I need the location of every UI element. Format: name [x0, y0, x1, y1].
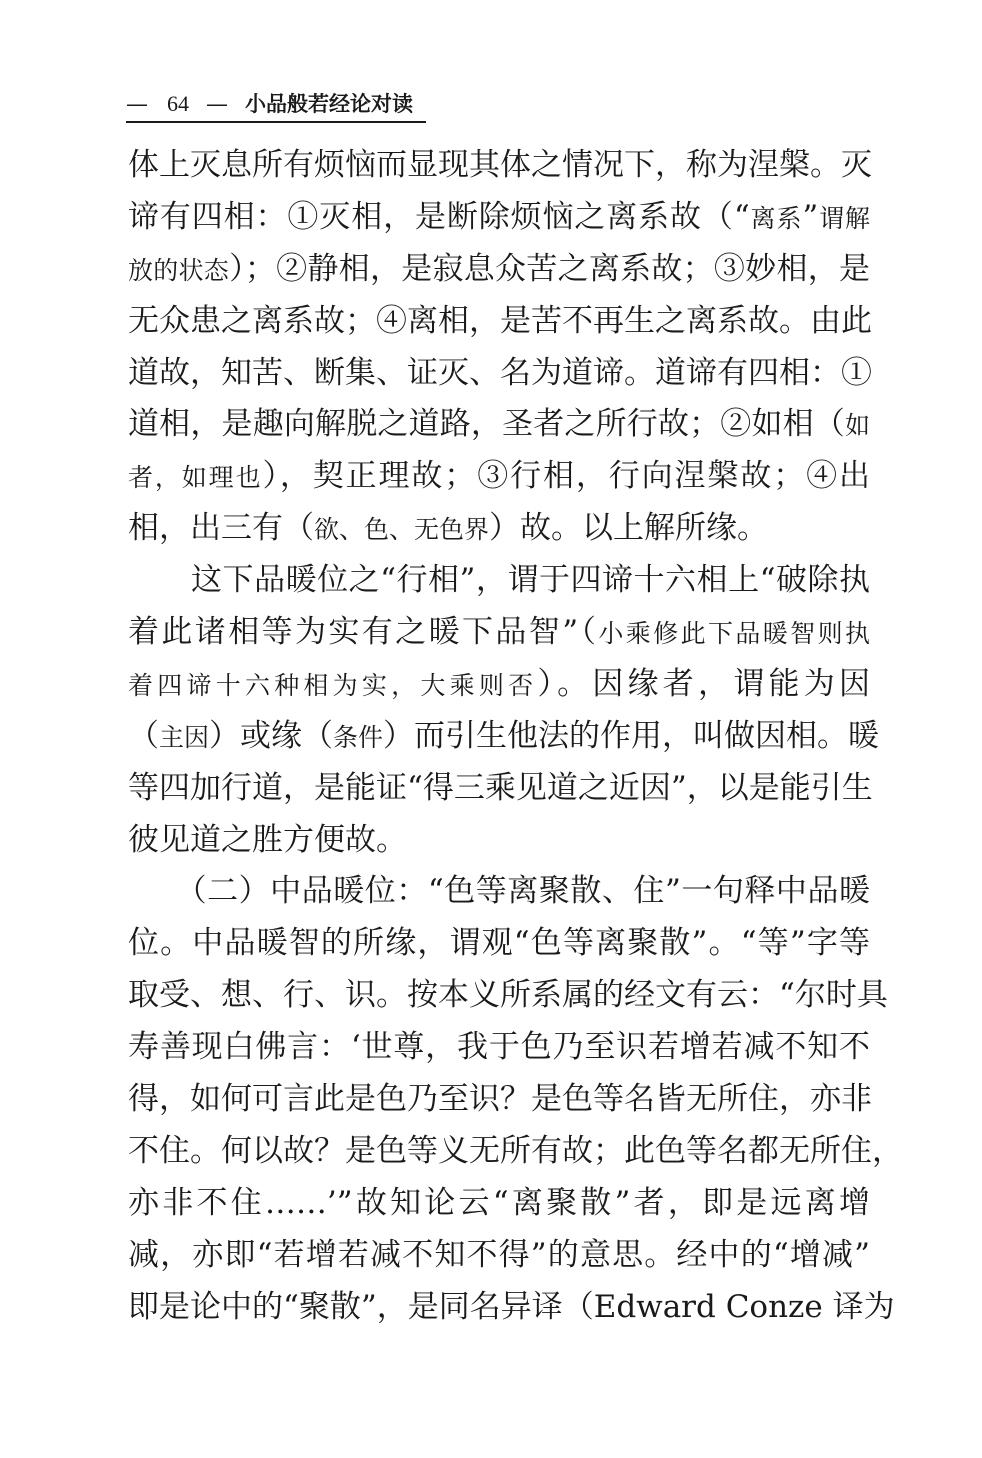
text-line — [128, 1126, 903, 1178]
main-text: 谛有四相：①灭相，是断除烦恼之离系故（“ — [128, 198, 750, 235]
main-text: ）而引生他法的作用，叫做因相。暖 — [383, 717, 880, 754]
annotation-text: 如 — [844, 411, 870, 441]
annotation-text: 放的状态 — [128, 255, 230, 285]
main-text: 等四加行道，是能证“得三乘见道之近因”，以是能引生 — [128, 769, 873, 806]
main-text: 寿善现白佛言：‘世尊，我于色乃至识若增若减不知不 — [128, 1029, 870, 1066]
main-text: 体上灭息所有烦恼而显现其体之情况下，称为涅槃。灭 — [128, 147, 872, 183]
main-text: 即是论中的“聚散”，是同名异译（Edward Conze 译为 — [128, 1288, 895, 1325]
text-line — [128, 296, 870, 348]
book-title: 小品般若经论对读 — [245, 92, 413, 116]
text-line — [128, 503, 870, 555]
annotation-text: 谓解 — [818, 203, 870, 233]
main-text: 着此诸相等为实有之暖下品智”（ — [128, 614, 599, 651]
text-line — [128, 866, 870, 918]
text-line — [128, 140, 870, 192]
annotation-text: 欲、色、无色界 — [314, 515, 490, 545]
main-text: ）。因缘者，谓能为因 — [537, 665, 870, 702]
main-text: 取受、想、行、识。按本义所系属的经文有云：“尔时具 — [128, 977, 888, 1014]
body-text — [128, 140, 903, 1333]
annotation-text: 着四谛十六种相为实，大乘则否 — [128, 670, 538, 700]
main-text: 无众患之离系故；④离相，是苦不再生之离系故。由此 — [128, 302, 872, 339]
text-line — [128, 607, 870, 659]
main-text: 亦非不住……’”故知论云“离聚散”者，即是远离增 — [128, 1184, 870, 1221]
text-line — [128, 1230, 870, 1282]
main-text: （二）中品暖位：“色等离聚散、住”一句释中品暖 — [128, 873, 870, 910]
annotation-text: 小乘修此下品暖智则执 — [598, 619, 870, 649]
running-header — [126, 88, 426, 123]
text-line — [128, 192, 870, 244]
text-line — [128, 1022, 870, 1074]
main-text: 不住。何以故？是色等义无所有故；此色等名都无所住， — [128, 1132, 903, 1169]
main-text: ），契正理故；③行相，行向涅槃故；④出 — [262, 458, 870, 495]
text-line — [128, 918, 870, 970]
main-text: 相，出三有（ — [128, 510, 314, 547]
text-line — [128, 970, 888, 1022]
text-line — [128, 399, 870, 451]
text-line — [128, 815, 870, 867]
main-text: （ — [128, 717, 159, 754]
main-text: 道故，知苦、断集、证灭、名为道谛。道谛有四相：① — [128, 354, 872, 391]
main-text: 位。中品暖智的所缘，谓观“色等离聚散”。“等”字等 — [128, 925, 870, 962]
text-line — [128, 1282, 895, 1334]
main-text: 得，如何可言此是色乃至识？是色等名皆无所住，亦非 — [128, 1081, 872, 1118]
main-text: 减，亦即“若增若减不知不得”的意思。经中的“增减” — [128, 1236, 870, 1273]
page-number: 64 — [167, 91, 189, 116]
text-line — [128, 348, 870, 400]
annotation-text: 者，如理也 — [128, 463, 263, 493]
annotation-text: 离系 — [749, 203, 803, 233]
main-text: 道相，是趣向解脱之道路，圣者之所行故；②如相（ — [128, 406, 845, 443]
text-line — [128, 451, 870, 503]
annotation-text: 主因 — [159, 722, 210, 752]
main-text: 这下品暖位之“行相”，谓于四谛十六相上“破除执 — [128, 562, 870, 599]
text-line — [128, 711, 880, 763]
main-text: ” — [802, 198, 819, 235]
main-text: ）或缘（ — [209, 717, 334, 754]
main-text: ）故。以上解所缘。 — [489, 510, 769, 547]
text-line — [128, 555, 870, 607]
text-line — [128, 244, 870, 296]
text-line — [128, 763, 873, 815]
main-text: 彼见道之胜方便故。 — [128, 821, 407, 858]
text-line — [128, 1178, 870, 1230]
annotation-text: 条件 — [333, 722, 384, 752]
text-line — [128, 1074, 870, 1126]
header-dash-left: — — [126, 92, 150, 117]
header-dash-right: — — [206, 92, 230, 117]
text-line — [128, 659, 870, 711]
main-text: ）；②静相，是寂息众苦之离系故；③妙相，是 — [229, 250, 870, 287]
